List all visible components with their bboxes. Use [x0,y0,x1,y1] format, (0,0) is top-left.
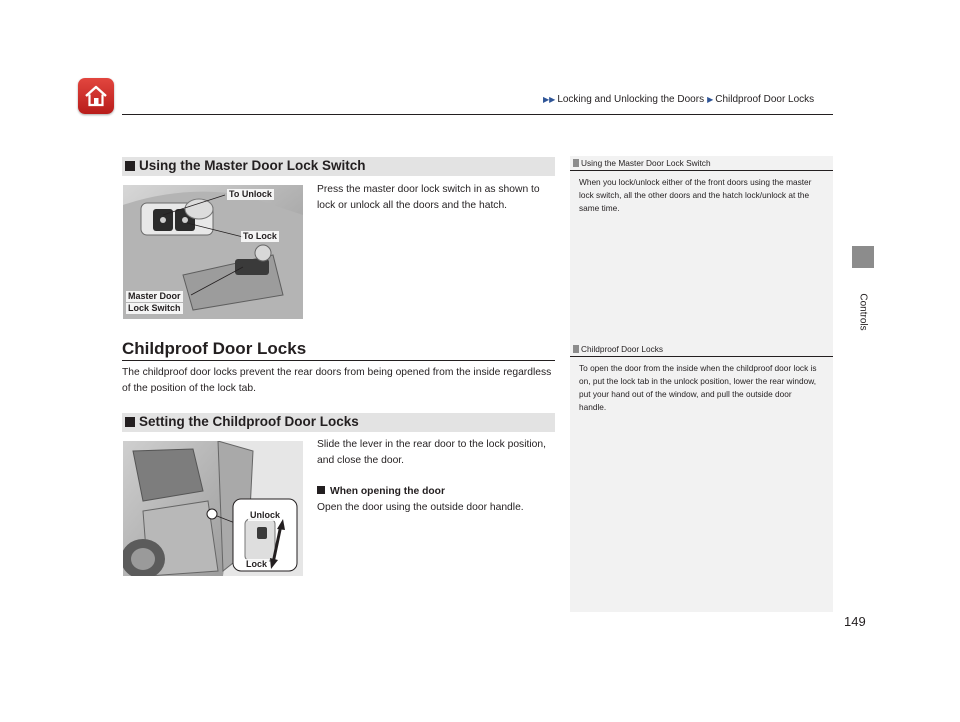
master-switch-illustration [123,185,303,319]
master-switch-body: Press the master door lock switch in as shown to lock or unlock all the doors and the hatch. [317,184,540,211]
callout-to-lock: To Lock [243,231,277,241]
breadcrumb-item-childproof[interactable]: Childproof Door Locks [715,94,815,105]
chapter-tab-label[interactable]: Controls [857,293,869,331]
breadcrumb [543,94,814,105]
home-button[interactable] [78,78,114,114]
section-bar-master-switch [122,157,555,176]
subheading-when-opening: When opening the door [317,486,445,497]
section-square-icon [125,417,135,427]
home-icon [83,83,109,109]
header-divider [122,114,833,115]
callout-unlock: Unlock [250,510,281,520]
note-childproof [570,344,833,444]
heading-divider [122,360,555,361]
breadcrumb-item-locking[interactable]: Locking and Unlocking the Doors [557,94,705,105]
note-divider [570,356,833,357]
chapter-tab-marker [852,246,874,268]
callout-to-unlock: To Unlock [229,189,272,199]
note-marker-icon [573,345,579,353]
triangle-right-icon: ▶▶ [543,95,556,104]
note-title-master-switch: Using the Master Door Lock Switch [573,158,711,168]
setting-childproof-body: Slide the lever in the rear door to the lock position, and close the door. [317,439,546,466]
note-divider [570,170,833,171]
childproof-lock-drawing [123,441,303,576]
when-opening-body: Open the door using the outside door handle. [317,502,524,513]
childproof-lock-illustration [123,441,303,576]
section-bar-setting-childproof [122,413,555,432]
section-title-setting-childproof: Setting the Childproof Door Locks [139,414,359,429]
heading-childproof-door-locks: Childproof Door Locks [122,339,307,358]
note-marker-icon [573,159,579,167]
section-square-icon [125,161,135,171]
triangle-right-icon: ▶ [707,95,714,104]
note-body-childproof: To open the door from the inside when the childproof door lock is on, put the lock tab in the unlock position, lower the rear window, put your hand out of the window, and pull the outside door handle. [579,363,817,412]
callout-lock: Lock [246,559,268,569]
callout-master-switch-line2: Lock Switch [128,303,181,313]
callout-master-switch-line1: Master Door [128,291,181,301]
subheading-square-icon [317,486,325,494]
childproof-intro: The childproof door locks prevent the rear doors from being opened from the inside regardless of the position of the lock tab. [122,367,552,394]
note-body-master-switch: When you lock/unlock either of the front doors using the master lock switch, all the other doors and the hatch lock/unlock at the same time. [579,177,812,213]
note-master-switch [570,158,833,228]
section-title-master-switch: Using the Master Door Lock Switch [139,158,366,173]
note-title-childproof: Childproof Door Locks [573,344,663,354]
page-number: 149 [844,614,866,629]
